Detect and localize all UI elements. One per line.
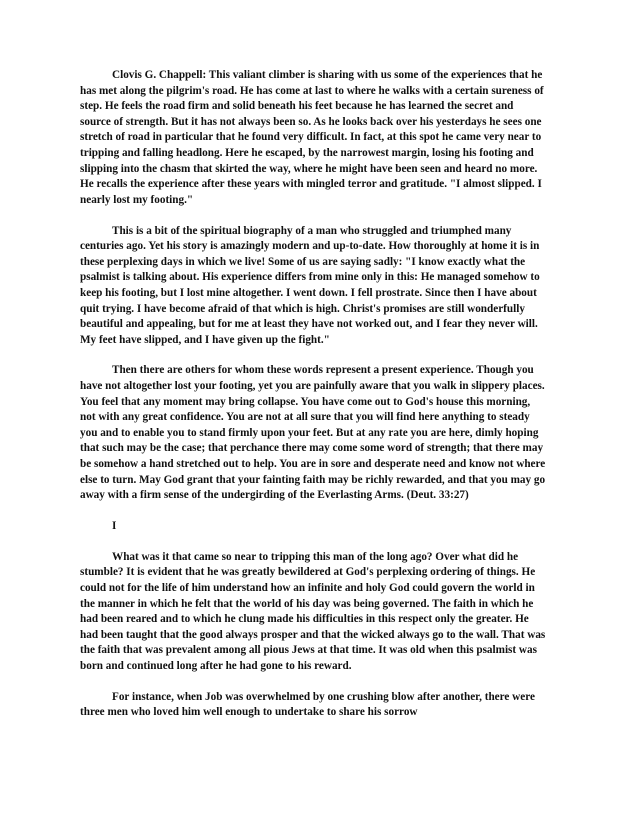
section-heading: I xyxy=(112,520,117,532)
paragraph-present-experience: Then there are others for whom these words represent a present experience. Though you have not altogether lost your footing, yet you are painfully aware that you walk in slippery places. You feel that any moment may bring collapse. You have come out to God's house this morning, not with any great confidence. You are not at all sure that you will find here anything to steady you and to enable you to stand firmly upon your feet. But at any rate you are here, dimly hoping that such may be the case; that perchance there may come some word of strength; that there may be somehow a hand stretched out to help. You are in sore and desperate need and know not where else to turn. May God grant that your fainting faith may be richly rewarded, and that you may go away with a firm sense of the undergirding of the Everlasting Arms. (Deut. 33:27) xyxy=(80,364,546,502)
paragraph-job: For instance, when Job was overwhelmed by one crushing blow after another, there were three men who loved him well enough to undertake to share his sorrow xyxy=(80,690,535,719)
document-page xyxy=(80,68,546,736)
paragraph-stumble: What was it that came so near to tripping this man of the long ago? Over what did he stumble? It is evident that he was greatly bewildered at God's perplexing ordering of things. He could not for the life of him understand how an infinite and holy God could govern the world in the manner in which he felt that the world of his day was being governed. The faith in which he had been reared and to which he clung made his difficulties in this respect only the greater. He had been taught that the good always prosper and that the wicked always go to the wall. That was the faith that was prevalent among all pious Jews at that time. It was old when this psalmist was born and continued long after he had gone to his reward. xyxy=(80,550,546,672)
paragraph-biography: This is a bit of the spiritual biography of a man who struggled and triumphed many centuries ago. Yet his story is amazingly modern and up-to-date. How thoroughly at home it is in these perplexing days in which we live! Some of us are saying sadly: "I know exactly what the psalmist is talking about. His experience differs from mine only in this: He managed somehow to keep his footing, but I lost mine altogether. I went down. I fell prostrate. Since then I have about quit trying. I have become afraid of that which is high. Christ's promises are still wonderfully beautiful and appealing, but for me at least they have not worked out, and I fear they never will. My feet have slipped, and I have given up the fight." xyxy=(80,224,540,346)
paragraph-intro: Clovis G. Chappell: This valiant climber is sharing with us some of the experiences that he has met along the pilgrim's road. He has come at last to where he walks with a certain sureness of step. He feels the road firm and solid beneath his feet because he has learned the secret and source of strength. But it has not always been so. As he looks back over his yesterdays he sees one stretch of road in particular that he found very difficult. In fact, at this spot he came very near to tripping and falling headlong. Here he escaped, by the narrowest margin, losing his footing and slipping into the chasm that skirted the way, where he might have been seen and heard no more. He recalls the experience after these years with mingled terror and gratitude. "I almost slipped. I nearly lost my footing." xyxy=(80,69,544,206)
